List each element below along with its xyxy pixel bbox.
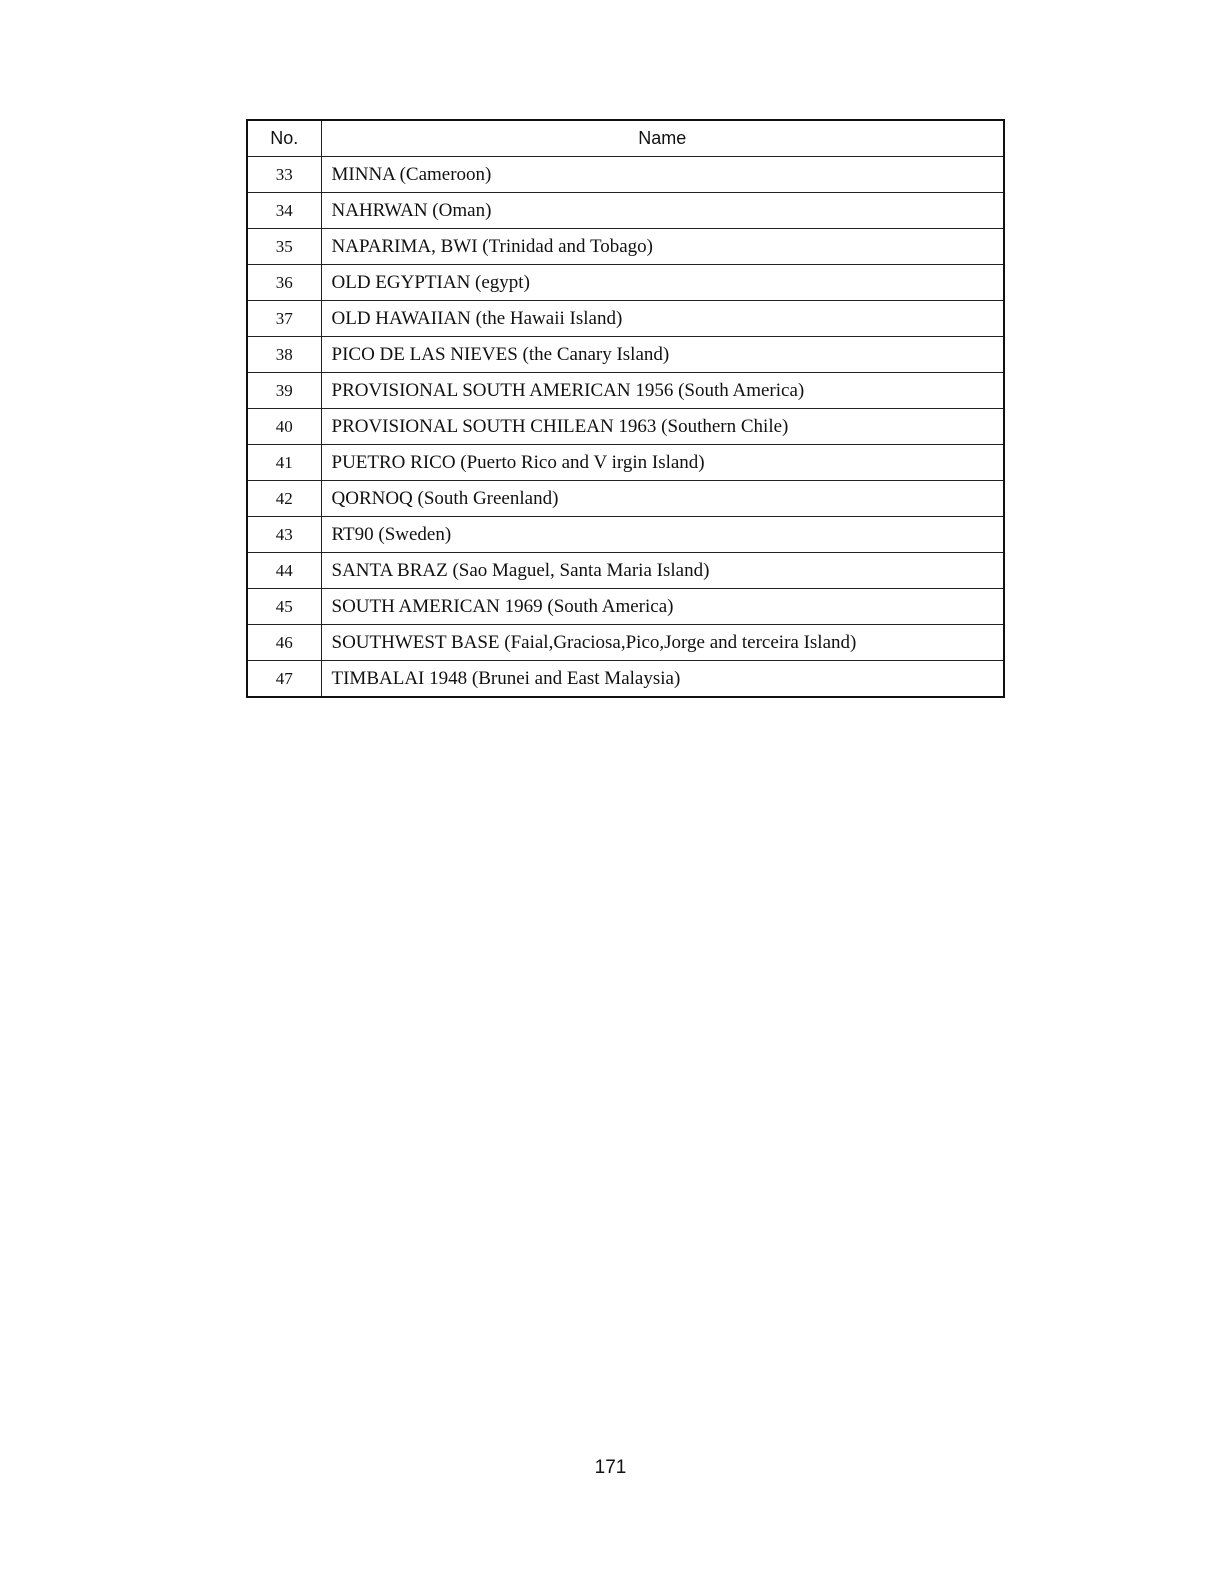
row-name: SOUTHWEST BASE (Faial,Graciosa,Pico,Jorge and terceira Island) xyxy=(321,625,1004,661)
table-row xyxy=(247,157,1004,193)
row-name: TIMBALAI 1948 (Brunei and East Malaysia) xyxy=(321,661,1004,698)
row-number: 47 xyxy=(247,661,321,698)
row-name: PROVISIONAL SOUTH AMERICAN 1956 (South America) xyxy=(321,373,1004,409)
row-number: 42 xyxy=(247,481,321,517)
row-name: NAHRWAN (Oman) xyxy=(321,193,1004,229)
table-row xyxy=(247,661,1004,698)
table-row xyxy=(247,193,1004,229)
row-number: 43 xyxy=(247,517,321,553)
row-name: OLD HAWAIIAN (the Hawaii Island) xyxy=(321,301,1004,337)
table-row xyxy=(247,409,1004,445)
row-number: 34 xyxy=(247,193,321,229)
row-name: SOUTH AMERICAN 1969 (South America) xyxy=(321,589,1004,625)
row-number: 40 xyxy=(247,409,321,445)
row-number: 44 xyxy=(247,553,321,589)
table-row xyxy=(247,301,1004,337)
table-row xyxy=(247,265,1004,301)
header-no: No. xyxy=(247,120,321,157)
table-row xyxy=(247,589,1004,625)
table-row xyxy=(247,445,1004,481)
table-row xyxy=(247,229,1004,265)
table-row xyxy=(247,337,1004,373)
row-name: MINNA (Cameroon) xyxy=(321,157,1004,193)
row-name: OLD EGYPTIAN (egypt) xyxy=(321,265,1004,301)
row-number: 39 xyxy=(247,373,321,409)
table-row xyxy=(247,373,1004,409)
row-number: 35 xyxy=(247,229,321,265)
table-header-row xyxy=(247,120,1004,157)
row-name: PUETRO RICO (Puerto Rico and V irgin Island) xyxy=(321,445,1004,481)
table-row xyxy=(247,625,1004,661)
row-number: 46 xyxy=(247,625,321,661)
row-number: 38 xyxy=(247,337,321,373)
row-name: RT90 (Sweden) xyxy=(321,517,1004,553)
row-name: QORNOQ (South Greenland) xyxy=(321,481,1004,517)
page-number: 171 xyxy=(594,1457,627,1478)
header-name: Name xyxy=(321,120,1004,157)
row-name: NAPARIMA, BWI (Trinidad and Tobago) xyxy=(321,229,1004,265)
table-row xyxy=(247,481,1004,517)
datum-table xyxy=(246,119,1005,698)
row-name: SANTA BRAZ (Sao Maguel, Santa Maria Island) xyxy=(321,553,1004,589)
row-number: 45 xyxy=(247,589,321,625)
row-number: 36 xyxy=(247,265,321,301)
row-name: PROVISIONAL SOUTH CHILEAN 1963 (Southern Chile) xyxy=(321,409,1004,445)
table-row xyxy=(247,517,1004,553)
row-name: PICO DE LAS NIEVES (the Canary Island) xyxy=(321,337,1004,373)
row-number: 33 xyxy=(247,157,321,193)
row-number: 41 xyxy=(247,445,321,481)
table-row xyxy=(247,553,1004,589)
row-number: 37 xyxy=(247,301,321,337)
